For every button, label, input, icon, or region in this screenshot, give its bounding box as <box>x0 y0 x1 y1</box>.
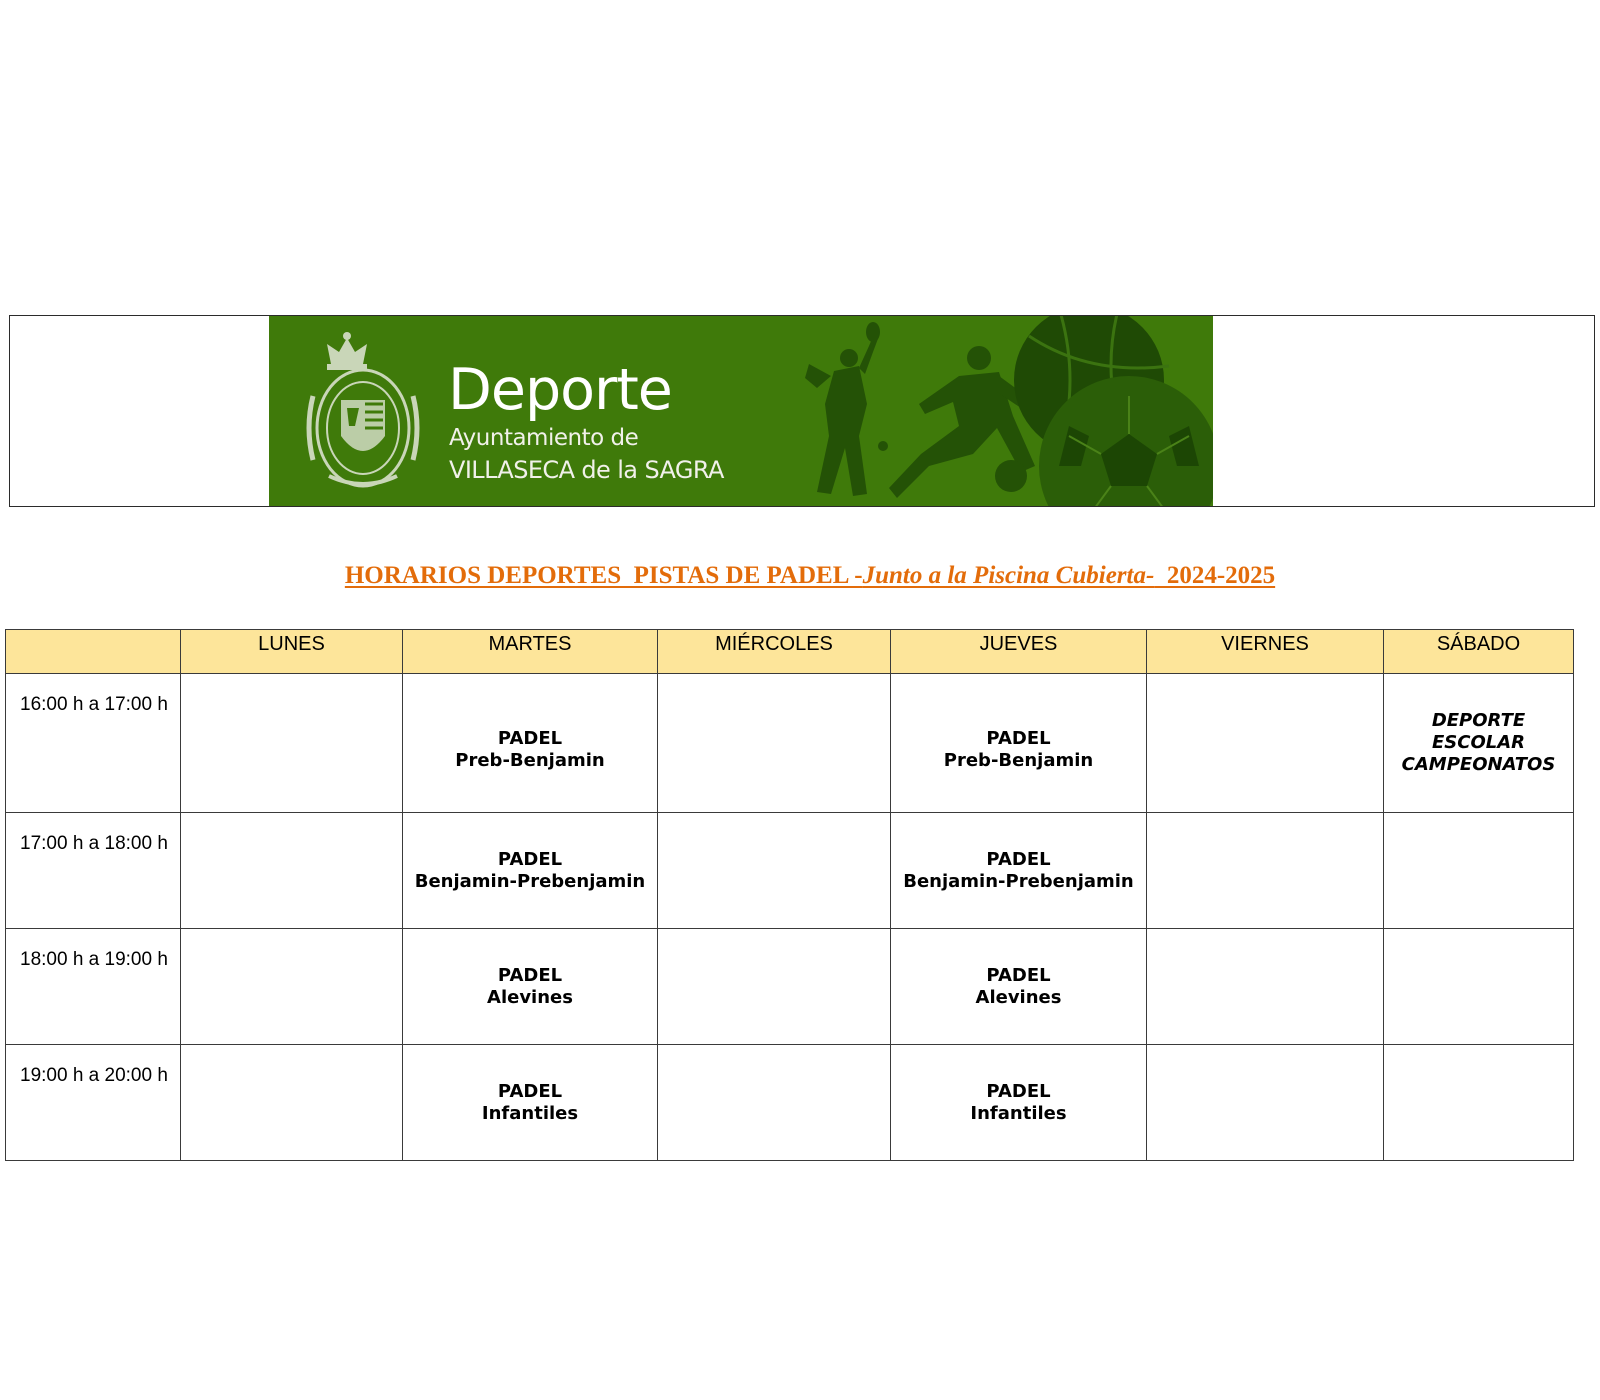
cell-lunes <box>181 813 403 929</box>
time-slot: 17:00 h a 18:00 h <box>6 813 181 929</box>
table-row <box>6 929 1574 1045</box>
cell-viernes <box>1147 929 1384 1045</box>
activity-group: Benjamin-Prebenjamin <box>414 870 646 892</box>
cell-martes <box>403 674 658 813</box>
cell-jueves <box>891 929 1147 1045</box>
activity-line: ESCOLAR <box>1431 732 1526 753</box>
coat-of-arms-icon <box>309 332 417 486</box>
activity-group: Alevines <box>975 986 1062 1008</box>
activity-line: CAMPEONATOS <box>1401 754 1556 775</box>
banner-subtitle-line2: VILLASECA de la SAGRA <box>449 456 724 484</box>
tennis-player-silhouette-icon <box>805 322 888 496</box>
header-time <box>6 630 181 674</box>
title-main: HORARIOS DEPORTES PISTAS DE PADEL - <box>344 562 863 589</box>
cell-miercoles <box>658 674 891 813</box>
activity-group: Infantiles <box>970 1102 1067 1124</box>
page-title <box>0 562 1600 590</box>
activity-group: Alevines <box>487 986 573 1008</box>
header-row <box>6 630 1574 674</box>
header-jueves: JUEVES <box>891 630 1147 674</box>
banner-art <box>269 316 1213 506</box>
cell-martes <box>403 1045 658 1161</box>
activity-name: PADEL <box>986 1080 1051 1102</box>
cell-viernes <box>1147 813 1384 929</box>
activity-name: PADEL <box>497 1080 563 1102</box>
activity-group: Preb-Benjamin <box>455 749 605 771</box>
title-season: 2024-2025 <box>1154 562 1276 589</box>
activity-name: PADEL <box>986 727 1051 749</box>
cell-martes <box>403 813 658 929</box>
activity-name: PADEL <box>986 964 1051 986</box>
cell-jueves <box>891 674 1147 813</box>
cell-jueves <box>891 1045 1147 1161</box>
activity-group: Infantiles <box>481 1102 579 1124</box>
cell-viernes <box>1147 1045 1384 1161</box>
banner-subtitle-line1: Ayuntamiento de <box>449 425 639 451</box>
activity-name: PADEL <box>497 848 563 870</box>
header-lunes: LUNES <box>181 630 403 674</box>
activity-name: PADEL <box>497 727 563 749</box>
cell-sabado <box>1384 813 1574 929</box>
activity-group: Preb-Benjamin <box>943 749 1094 771</box>
table-row <box>6 813 1574 929</box>
cell-sabado <box>1384 1045 1574 1161</box>
activity-name: PADEL <box>986 848 1051 870</box>
table-row <box>6 1045 1574 1161</box>
table-row <box>6 674 1574 813</box>
cell-miercoles <box>658 813 891 929</box>
schedule-table <box>5 629 1574 1161</box>
time-slot: 18:00 h a 19:00 h <box>6 929 181 1045</box>
activity-name: PADEL <box>497 964 563 986</box>
cell-sabado <box>1384 929 1574 1045</box>
cell-lunes <box>181 1045 403 1161</box>
header-miercoles: MIÉRCOLES <box>658 630 891 674</box>
header-martes: MARTES <box>403 630 658 674</box>
cell-martes <box>403 929 658 1045</box>
sport-banner <box>269 316 1213 506</box>
time-slot: 16:00 h a 17:00 h <box>6 674 181 813</box>
activity-group: Benjamin-Prebenjamin <box>903 870 1134 892</box>
cell-lunes <box>181 674 403 813</box>
time-slot: 19:00 h a 20:00 h <box>6 1045 181 1161</box>
cell-miercoles <box>658 1045 891 1161</box>
activity-line: DEPORTE <box>1431 710 1526 731</box>
cell-viernes <box>1147 674 1384 813</box>
cell-lunes <box>181 929 403 1045</box>
banner-title: Deporte <box>448 357 672 423</box>
cell-miercoles <box>658 929 891 1045</box>
soccer-player-silhouette-icon <box>889 346 1035 498</box>
title-location: Junto a la Piscina Cubierta- <box>862 562 1155 589</box>
cell-jueves <box>891 813 1147 929</box>
cell-sabado <box>1384 674 1574 813</box>
header-sabado: SÁBADO <box>1384 630 1574 674</box>
header-viernes: VIERNES <box>1147 630 1384 674</box>
